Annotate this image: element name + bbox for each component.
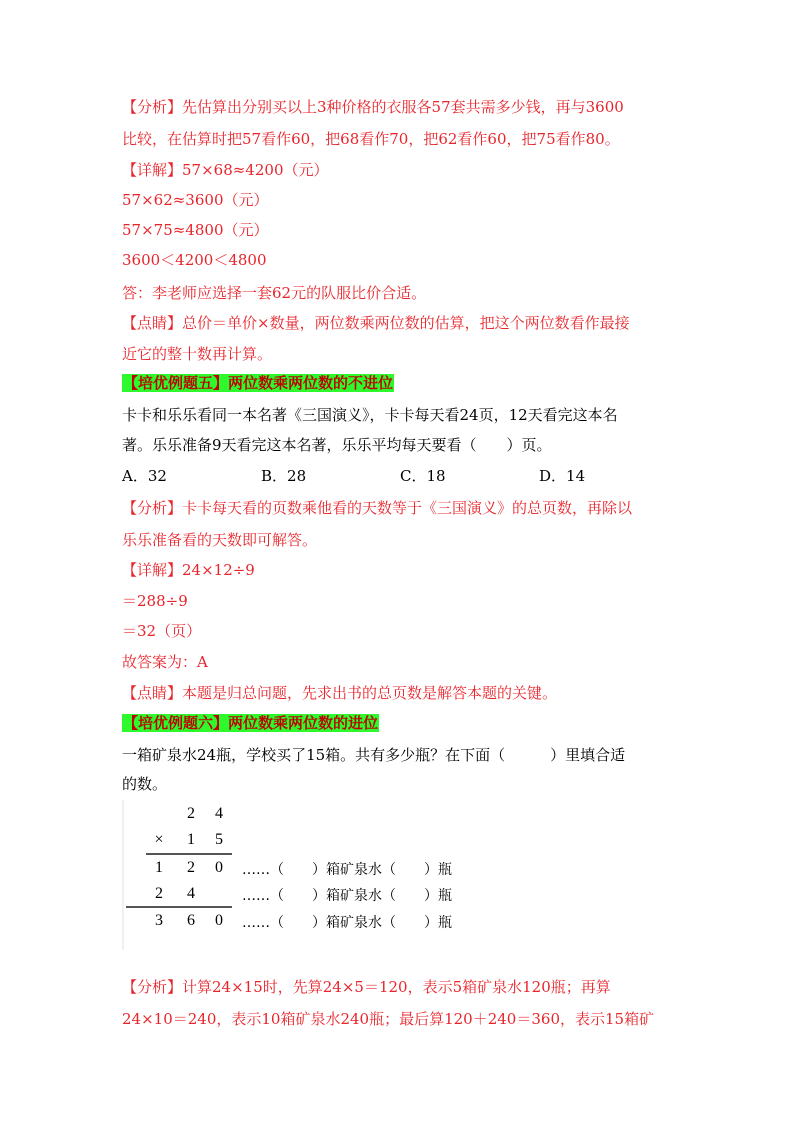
detail-line-2: 57×62≈3600（元） [122,191,269,209]
analysis-line-2: 比较，在估算时把57看作60，把68看作70，把62看作60，把75看作80。 [122,130,620,148]
row2-digit-1: 1 [187,831,195,848]
row1-digit-1: 2 [187,805,195,822]
comment-line-1: 【点睛】总价＝单价×数量，两位数乘两位数的估算，把这个两位数看作最接 [122,314,630,332]
row4-note: ……（ ）箱矿泉水（ ）瓶 [242,888,452,904]
question-6-line-2: 的数。 [122,775,168,793]
question-6-line-1: 一箱矿泉水24瓶，学校买了15箱。共有多少瓶？在下面（ ）里填合适 [122,746,626,764]
analysis-5-line-2: 乐乐准备看的天数即可解答。 [122,531,318,549]
row1-digit-2: 4 [215,805,223,822]
answer-line: 答：李老师应选择一套62元的队服比价合适。 [122,284,427,302]
analysis-line-1: 【分析】先估算出分别买以上3种价格的衣服各57套共需多少钱，再与3600 [122,98,624,116]
comment-line-2: 近它的整十数再计算。 [122,345,273,363]
row5-note: ……（ ）箱矿泉水（ ）瓶 [242,915,452,931]
row3-digit-2: 2 [187,859,195,876]
detail-5-line-2: ＝288÷9 [122,592,188,610]
row2-digit-2: 5 [215,831,223,848]
analysis-6-line-1: 【分析】计算24×15时，先算24×5＝120，表示5箱矿泉水120瓶；再算 [122,978,611,996]
detail-line-3: 57×75≈4800（元） [122,221,269,239]
row3-digit-3: 0 [215,859,223,876]
example-6-heading-text: 【培优例题六】两位数乘两位数的进位 [123,714,379,732]
calc-image-edge [122,800,124,950]
analysis-6-line-2: 24×10＝240，表示10箱矿泉水240瓶；最后算120＋240＝360，表示15箱矿 [122,1010,655,1028]
detail-5-line-1: 【详解】24×12÷9 [122,561,255,579]
row5-digit-1: 3 [155,912,163,929]
multiply-sign: × [154,831,164,848]
row3-note: ……（ ）箱矿泉水（ ）瓶 [242,862,452,878]
example-5-heading-text: 【培优例题五】两位数乘两位数的不进位 [123,374,394,392]
options-row [122,466,672,486]
detail-line-1: 【详解】57×68≈4200（元） [122,161,329,179]
option-a: A．32 [122,467,167,485]
analysis-5-line-1: 【分析】卡卡每天看的页数乘他看的天数等于《三国演义》的总页数，再除以 [122,499,633,517]
answer-5-line: 故答案为：A [122,653,208,671]
option-d: D．14 [539,467,586,485]
row5-digit-2: 6 [187,912,195,929]
detail-line-4: 3600＜4200＜4800 [122,251,267,269]
example-6-heading [122,713,672,733]
vertical-multiplication [122,800,482,950]
row4-digit-1: 2 [155,885,163,902]
detail-5-line-3: ＝32（页） [122,622,202,640]
option-b: B．28 [261,467,307,485]
product-line-1 [146,853,232,855]
comment-5-line: 【点睛】本题是归总问题，先求出书的总页数是解答本题的关键。 [122,684,558,702]
row5-digit-3: 0 [215,912,223,929]
product-line-2 [126,906,232,908]
example-5-heading [122,373,672,393]
question-5-line-2: 著。乐乐准备9天看完这本名著，乐乐平均每天要看（ ）页。 [122,436,552,454]
row3-digit-1: 1 [155,859,163,876]
option-c: C．18 [400,467,446,485]
question-5-line-1: 卡卡和乐乐看同一本名著《三国演义》，卡卡每天看24页，12天看完这本名 [122,406,618,424]
row4-digit-2: 4 [187,885,195,902]
